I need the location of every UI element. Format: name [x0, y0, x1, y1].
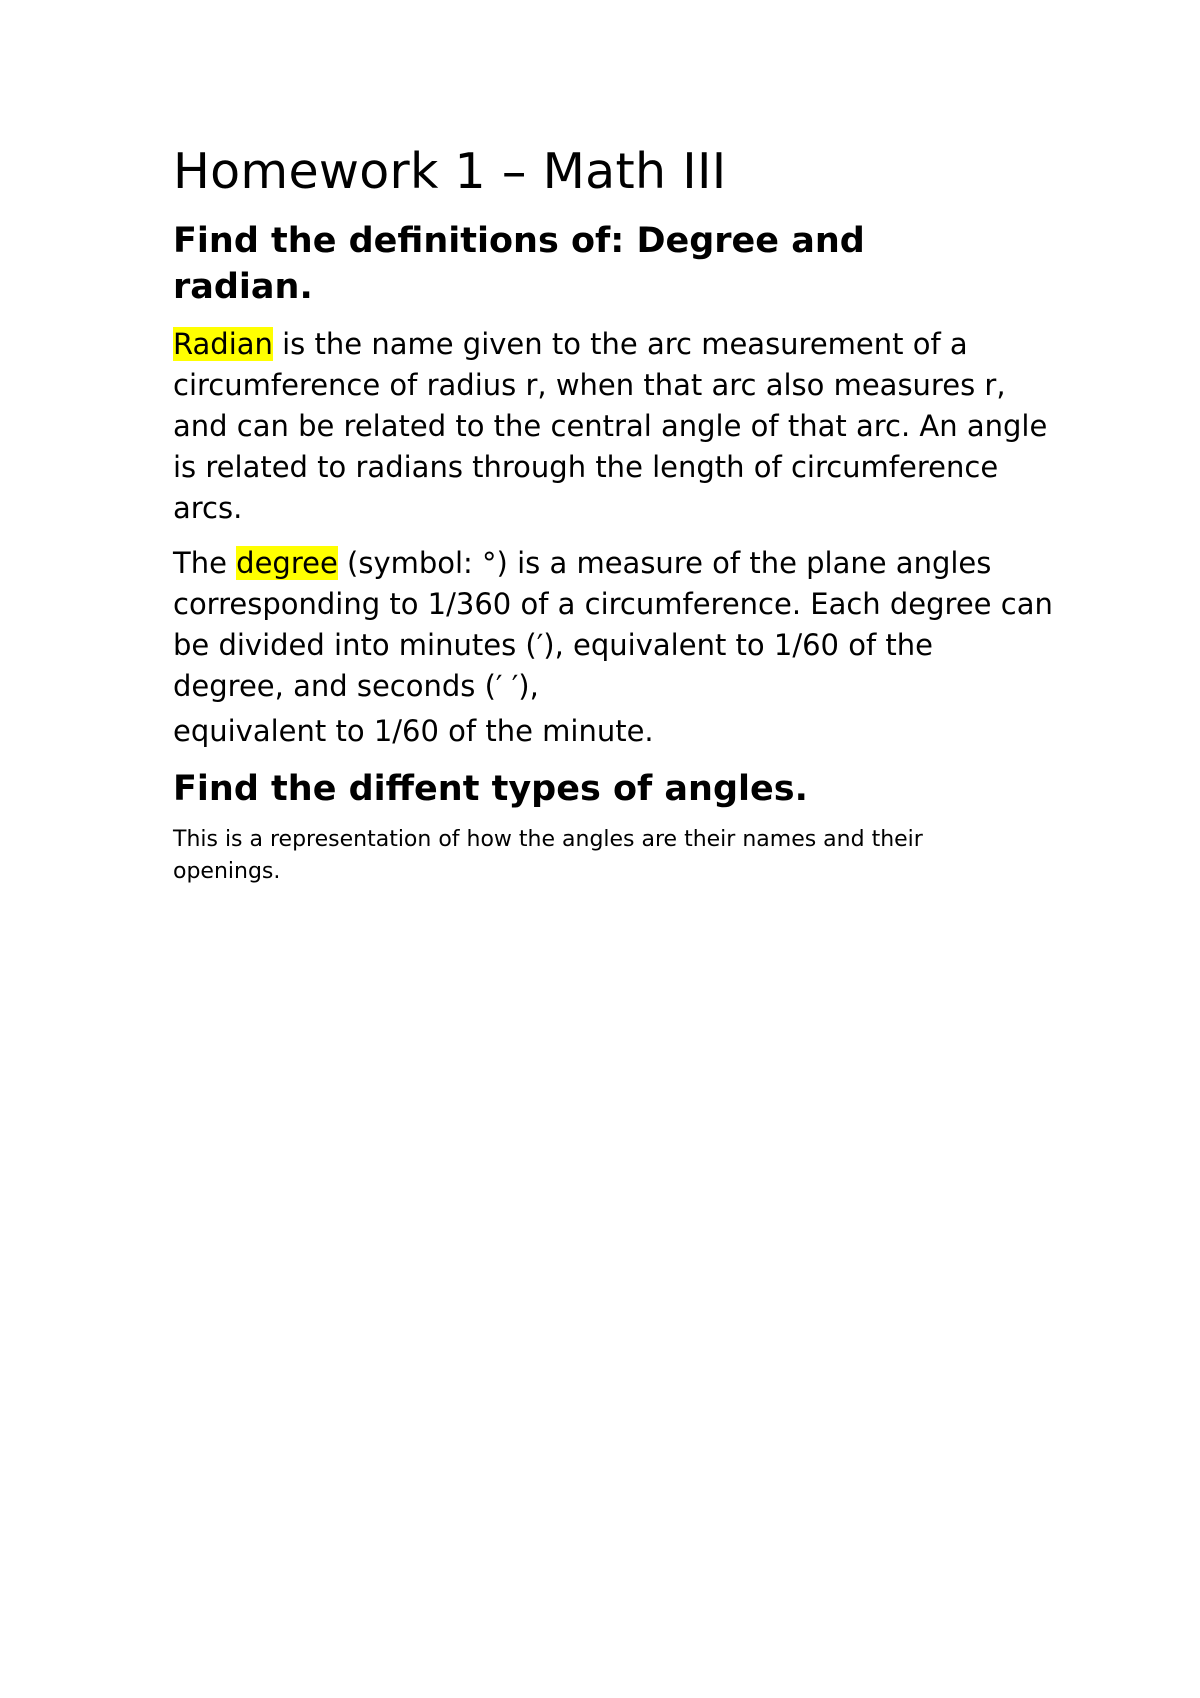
- radian-definition-text: is the name given to the arc measurement of a circumference of radius r, when that arc also measures r, and can be related to the central angle of that arc. An angle is related to radians through the length of circumference arcs.: [173, 327, 1048, 525]
- radian-paragraph: [173, 324, 1053, 529]
- document-title: Homework 1 – Math III: [173, 143, 727, 200]
- degree-prefix: The: [173, 546, 237, 580]
- angle-representation-note: This is a representation of how the angles are their names and their openings.: [173, 827, 923, 884]
- degree-highlight: degree: [236, 546, 338, 580]
- degree-paragraph: [173, 543, 1053, 752]
- angle-types-heading: Find the diffent types of angles.: [173, 769, 808, 809]
- degree-definition-text: (symbol: °) is a measure of the plane angles corresponding to 1/360 of a circumference. Each degree can be divided into minutes (′), equivalent to 1/60 of the degree, and seconds (′ ′),: [173, 546, 1053, 703]
- degree-definition-tail: equivalent to 1/60 of the minute.: [173, 714, 654, 748]
- radian-highlight: Radian: [173, 327, 273, 361]
- document-content: [173, 142, 1053, 888]
- definitions-heading: Find the definitions of: Degree and radian.: [173, 221, 865, 307]
